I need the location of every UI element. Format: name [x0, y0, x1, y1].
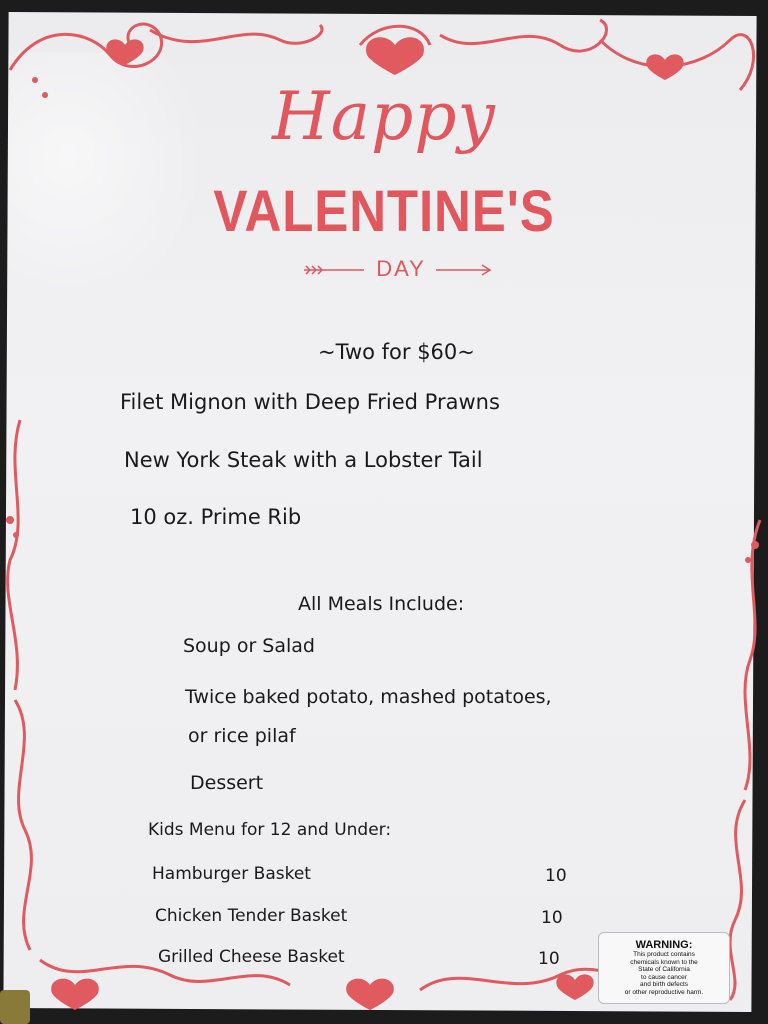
- valentines-title: VALENTINE'S: [213, 179, 555, 244]
- kids-heading: Kids Menu for 12 and Under:: [148, 820, 392, 840]
- kids-item-price: 10: [545, 866, 567, 886]
- heart-icon: [646, 54, 683, 80]
- arrow-icon: [304, 264, 364, 276]
- heart-icon: [366, 37, 424, 75]
- kids-item-name: Hamburger Basket: [152, 864, 311, 884]
- warning-line: State of California: [638, 966, 690, 973]
- kids-item-name: Grilled Cheese Basket: [158, 947, 345, 967]
- includes-item: Twice baked potato, mashed potatoes,: [185, 686, 552, 708]
- heart-icon: [556, 974, 593, 1000]
- day-label: DAY: [376, 256, 426, 281]
- offer-text: ~Two for $60~: [318, 340, 475, 364]
- day-row: [300, 256, 500, 286]
- entree-item: New York Steak with a Lobster Tail: [124, 448, 483, 472]
- warning-line: or other reproductive harm.: [624, 988, 704, 996]
- warning-line: This product contains: [633, 951, 695, 958]
- warning-line: to cause cancer: [641, 973, 687, 981]
- happy-title: Happy: [272, 78, 496, 155]
- kids-item-price: 10: [538, 949, 560, 969]
- warning-line: chemicals known to the: [630, 958, 698, 966]
- includes-item: Dessert: [190, 772, 264, 794]
- warning-title: WARNING:: [635, 939, 693, 951]
- arrow-icon: [436, 264, 492, 276]
- includes-item: Soup or Salad: [183, 635, 315, 657]
- heart-icon: [106, 39, 143, 65]
- includes-item: or rice pilaf: [188, 725, 296, 747]
- kids-item-price: 10: [541, 908, 563, 928]
- kids-item-name: Chicken Tender Basket: [155, 906, 348, 926]
- frame-clip: [0, 990, 30, 1024]
- warning-line: and birth defects: [639, 981, 689, 988]
- warning-label: [598, 932, 730, 1004]
- entree-item: 10 oz. Prime Rib: [130, 505, 302, 529]
- heart-icon: [346, 979, 394, 1010]
- heart-icon: [51, 979, 99, 1010]
- entree-item: Filet Mignon with Deep Fried Prawns: [120, 390, 500, 414]
- includes-heading: All Meals Include:: [298, 593, 465, 615]
